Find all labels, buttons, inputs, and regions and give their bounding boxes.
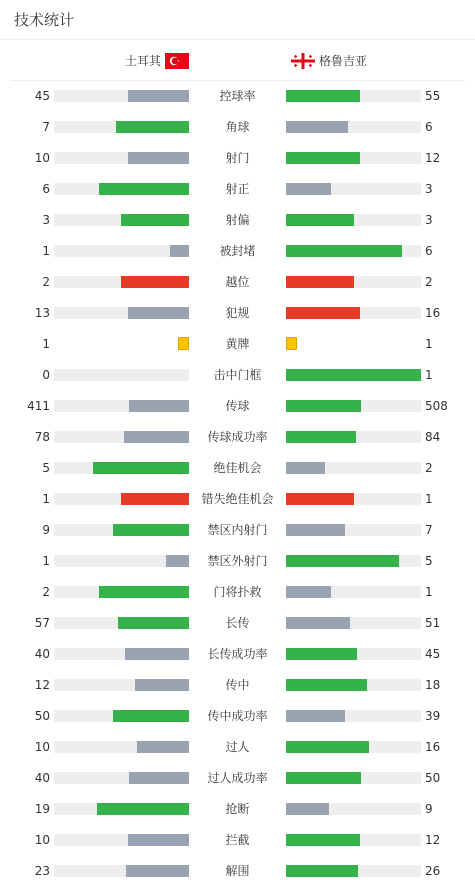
stat-row	[0, 298, 475, 329]
stat-label: 长传	[225, 616, 250, 630]
stat-row	[0, 81, 475, 112]
stat-home-bar-track	[54, 648, 189, 660]
stat-away-value: 7	[425, 523, 433, 537]
stat-away-bar	[286, 741, 369, 753]
stat-home-bar-track	[54, 555, 189, 567]
stat-away-value: 1	[425, 492, 433, 506]
stat-home-bar-track	[54, 679, 189, 691]
stat-label: 射正	[225, 182, 250, 196]
stat-home-bar-track	[54, 462, 189, 474]
stat-home-value: 40	[34, 647, 50, 661]
stat-home-bar	[99, 183, 189, 195]
stat-row	[0, 267, 475, 298]
stat-home-value: 23	[34, 864, 50, 878]
stat-home-bar-track	[54, 586, 189, 598]
header	[0, 0, 475, 40]
stat-label: 射偏	[225, 213, 250, 227]
stat-away-bar	[286, 462, 325, 474]
stat-away-bar	[286, 865, 358, 877]
stat-away-bar-track	[286, 803, 421, 815]
stat-away-bar-track	[286, 400, 421, 412]
stat-home-value: 50	[34, 709, 50, 723]
stat-away-value: 50	[425, 771, 441, 785]
stat-away-bar	[286, 245, 402, 257]
stat-away-bar-track	[286, 214, 421, 226]
stat-home-bar-track	[54, 276, 189, 288]
stat-label: 射门	[225, 151, 250, 165]
stat-away-value: 84	[425, 430, 441, 444]
stat-label: 控球率	[219, 89, 256, 103]
stat-home-value: 57	[34, 616, 50, 630]
stat-away-value: 3	[425, 182, 433, 196]
stat-label: 传球成功率	[207, 430, 268, 444]
stat-away-value: 1	[425, 337, 433, 351]
stat-home-bar-track	[54, 214, 189, 226]
stat-home-bar	[121, 276, 189, 288]
stat-home-bar	[113, 524, 189, 536]
teams-header	[10, 40, 465, 81]
stat-away-bar	[286, 524, 345, 536]
stat-row	[0, 763, 475, 794]
stat-home-value: 1	[42, 492, 50, 506]
stat-home-value: 2	[42, 585, 50, 599]
stat-home-bar	[166, 555, 189, 567]
yellow-card-icon	[286, 337, 297, 350]
stat-home-value: 6	[42, 182, 50, 196]
stat-label: 越位	[225, 275, 250, 289]
stat-label: 角球	[225, 120, 250, 134]
stat-home-bar	[113, 710, 189, 722]
stat-home-value: 78	[34, 430, 50, 444]
stat-row	[0, 639, 475, 670]
stat-home-bar	[129, 400, 189, 412]
stat-row	[0, 825, 475, 856]
stat-away-value: 12	[425, 833, 441, 847]
stat-row	[0, 360, 475, 391]
stat-home-bar-track	[54, 121, 189, 133]
stat-away-bar	[286, 152, 360, 164]
stat-label: 过人	[225, 740, 250, 754]
stat-home-bar-track	[54, 617, 189, 629]
stat-label: 错失绝佳机会	[201, 492, 274, 506]
team-away-name: 格鲁吉亚	[319, 54, 368, 68]
stat-away-bar-track	[286, 865, 421, 877]
stat-home-value: 5	[42, 461, 50, 475]
stat-home-value: 1	[42, 554, 50, 568]
stat-home-value: 411	[27, 399, 50, 413]
stat-home-bar	[93, 462, 189, 474]
stat-label: 门将扑救	[213, 585, 262, 599]
stat-away-value: 2	[425, 275, 433, 289]
stat-away-value: 39	[425, 709, 441, 723]
stat-home-bar-track	[54, 431, 189, 443]
stat-label: 禁区内射门	[207, 523, 268, 537]
stat-label: 长传成功率	[207, 647, 268, 661]
stat-home-value: 10	[34, 740, 50, 754]
stat-away-bar-track	[286, 617, 421, 629]
stat-label: 犯规	[225, 306, 250, 320]
stat-away-bar	[286, 803, 329, 815]
stat-away-bar	[286, 369, 421, 381]
stat-away-bar-track	[286, 555, 421, 567]
stat-row	[0, 608, 475, 639]
stat-away-bar-track	[286, 183, 421, 195]
stat-home-bar-track	[54, 803, 189, 815]
stat-home-value: 19	[34, 802, 50, 816]
stat-away-bar	[286, 679, 367, 691]
stat-row	[0, 515, 475, 546]
stat-row	[0, 205, 475, 236]
stat-label: 黄牌	[225, 337, 250, 351]
stat-away-bar	[286, 431, 356, 443]
stat-label: 过人成功率	[207, 771, 268, 785]
stat-label: 传中成功率	[207, 709, 268, 723]
stat-label: 抢断	[225, 802, 250, 816]
stat-away-value: 12	[425, 151, 441, 165]
team-home	[125, 52, 189, 69]
stat-away-bar-track	[286, 307, 421, 319]
stat-row	[0, 701, 475, 732]
stat-home-bar-track	[54, 90, 189, 102]
turkey-flag-icon	[165, 53, 189, 69]
stat-away-bar-track	[286, 276, 421, 288]
stat-row	[0, 577, 475, 608]
stat-home-bar	[121, 214, 189, 226]
stat-away-bar-track	[286, 648, 421, 660]
stat-home-value: 45	[34, 89, 50, 103]
stat-row	[0, 112, 475, 143]
stat-home-bar	[128, 90, 189, 102]
stat-label: 传中	[225, 678, 250, 692]
stat-home-value: 12	[34, 678, 50, 692]
stat-home-value: 1	[42, 244, 50, 258]
georgia-flag-icon	[291, 53, 315, 69]
page-title: 技术统计	[14, 11, 75, 29]
stat-label: 解围	[225, 864, 250, 878]
stat-away-bar-track	[286, 431, 421, 443]
stat-home-bar	[118, 617, 189, 629]
stat-home-value: 1	[42, 337, 50, 351]
stat-home-bar	[97, 803, 189, 815]
stat-row	[0, 794, 475, 825]
stat-away-bar-track	[286, 152, 421, 164]
stat-away-bar-track	[286, 710, 421, 722]
stat-away-bar	[286, 555, 399, 567]
stat-row	[0, 391, 475, 422]
stat-home-bar-track	[54, 245, 189, 257]
stat-home-bar-track	[54, 400, 189, 412]
stat-away-value: 18	[425, 678, 441, 692]
stat-away-bar-track	[286, 524, 421, 536]
stat-away-bar-track	[286, 121, 421, 133]
stat-home-bar	[128, 834, 189, 846]
stat-label: 禁区外射门	[207, 554, 268, 568]
stat-home-bar-track	[54, 152, 189, 164]
stat-away-bar-track	[286, 493, 421, 505]
stat-away-value: 26	[425, 864, 441, 878]
stat-home-bar-track	[54, 369, 189, 381]
stat-away-bar	[286, 276, 354, 288]
stat-away-value: 5	[425, 554, 433, 568]
stat-away-bar	[286, 90, 360, 102]
stat-away-bar	[286, 586, 331, 598]
stat-label: 绝佳机会	[213, 461, 262, 475]
stat-away-bar	[286, 648, 357, 660]
stat-home-value: 13	[34, 306, 50, 320]
stat-away-value: 6	[425, 244, 433, 258]
stat-away-value: 9	[425, 802, 433, 816]
stat-home-bar-track	[54, 741, 189, 753]
stat-label: 击中门框	[213, 368, 262, 382]
stat-away-value: 16	[425, 740, 441, 754]
stat-home-bar	[126, 865, 189, 877]
team-home-name: 土耳其	[125, 54, 162, 68]
stat-label: 拦截	[225, 833, 250, 847]
stat-away-bar	[286, 772, 361, 784]
stat-row	[0, 329, 475, 360]
stat-row	[0, 174, 475, 205]
stat-away-value: 51	[425, 616, 441, 630]
stat-label: 被封堵	[219, 244, 256, 258]
stat-away-bar	[286, 834, 360, 846]
stat-away-bar	[286, 307, 360, 319]
stat-home-bar-track	[54, 524, 189, 536]
stat-home-bar-track	[54, 834, 189, 846]
stat-away-bar-track	[286, 741, 421, 753]
stat-home-bar	[121, 493, 189, 505]
stat-home-value: 0	[42, 368, 50, 382]
stat-away-bar-track	[286, 245, 421, 257]
stat-home-bar-track	[54, 307, 189, 319]
stat-row	[0, 484, 475, 515]
stat-away-value: 6	[425, 120, 433, 134]
stat-row	[0, 453, 475, 484]
stat-away-bar-track	[286, 834, 421, 846]
stat-home-bar	[116, 121, 189, 133]
stat-home-bar	[125, 648, 189, 660]
stat-away-bar	[286, 214, 354, 226]
stat-home-bar	[129, 772, 189, 784]
stat-home-bar-track	[54, 183, 189, 195]
stat-away-value: 2	[425, 461, 433, 475]
stat-home-bar	[99, 586, 189, 598]
stat-home-bar	[128, 152, 189, 164]
stat-home-bar-track	[54, 772, 189, 784]
stat-home-bar	[124, 431, 189, 443]
team-away	[291, 52, 367, 69]
stat-row	[0, 546, 475, 577]
stat-row	[0, 670, 475, 701]
yellow-card-icon	[178, 337, 189, 350]
stat-away-bar	[286, 493, 354, 505]
stat-away-bar-track	[286, 462, 421, 474]
stat-away-bar-track	[286, 679, 421, 691]
stat-row	[0, 236, 475, 267]
stat-home-value: 2	[42, 275, 50, 289]
stat-away-bar-track	[286, 90, 421, 102]
stat-away-bar	[286, 710, 345, 722]
stat-label: 传球	[225, 399, 250, 413]
stat-row	[0, 422, 475, 453]
stat-home-bar	[170, 245, 189, 257]
stat-row	[0, 732, 475, 763]
stat-away-bar	[286, 617, 350, 629]
stat-away-value: 508	[425, 399, 448, 413]
stat-away-value: 3	[425, 213, 433, 227]
stat-away-bar-track	[286, 772, 421, 784]
stat-away-bar	[286, 400, 361, 412]
stat-home-value: 7	[42, 120, 50, 134]
stat-away-bar-track	[286, 586, 421, 598]
stat-home-bar	[135, 679, 189, 691]
stat-home-bar-track	[54, 865, 189, 877]
stat-home-bar-track	[54, 710, 189, 722]
stat-home-value: 40	[34, 771, 50, 785]
stat-away-bar	[286, 183, 331, 195]
stat-away-value: 16	[425, 306, 441, 320]
stat-row	[0, 143, 475, 174]
stat-home-bar-track	[54, 493, 189, 505]
stat-away-value: 1	[425, 368, 433, 382]
stat-away-bar-track	[286, 369, 421, 381]
stat-row	[0, 856, 475, 887]
stat-home-value: 9	[42, 523, 50, 537]
stat-away-bar	[286, 121, 348, 133]
stat-home-value: 10	[34, 151, 50, 165]
stat-away-value: 55	[425, 89, 441, 103]
stat-home-value: 10	[34, 833, 50, 847]
stat-home-value: 3	[42, 213, 50, 227]
stat-home-bar	[137, 741, 189, 753]
stat-away-value: 45	[425, 647, 441, 661]
stat-away-value: 1	[425, 585, 433, 599]
stat-home-bar	[128, 307, 189, 319]
